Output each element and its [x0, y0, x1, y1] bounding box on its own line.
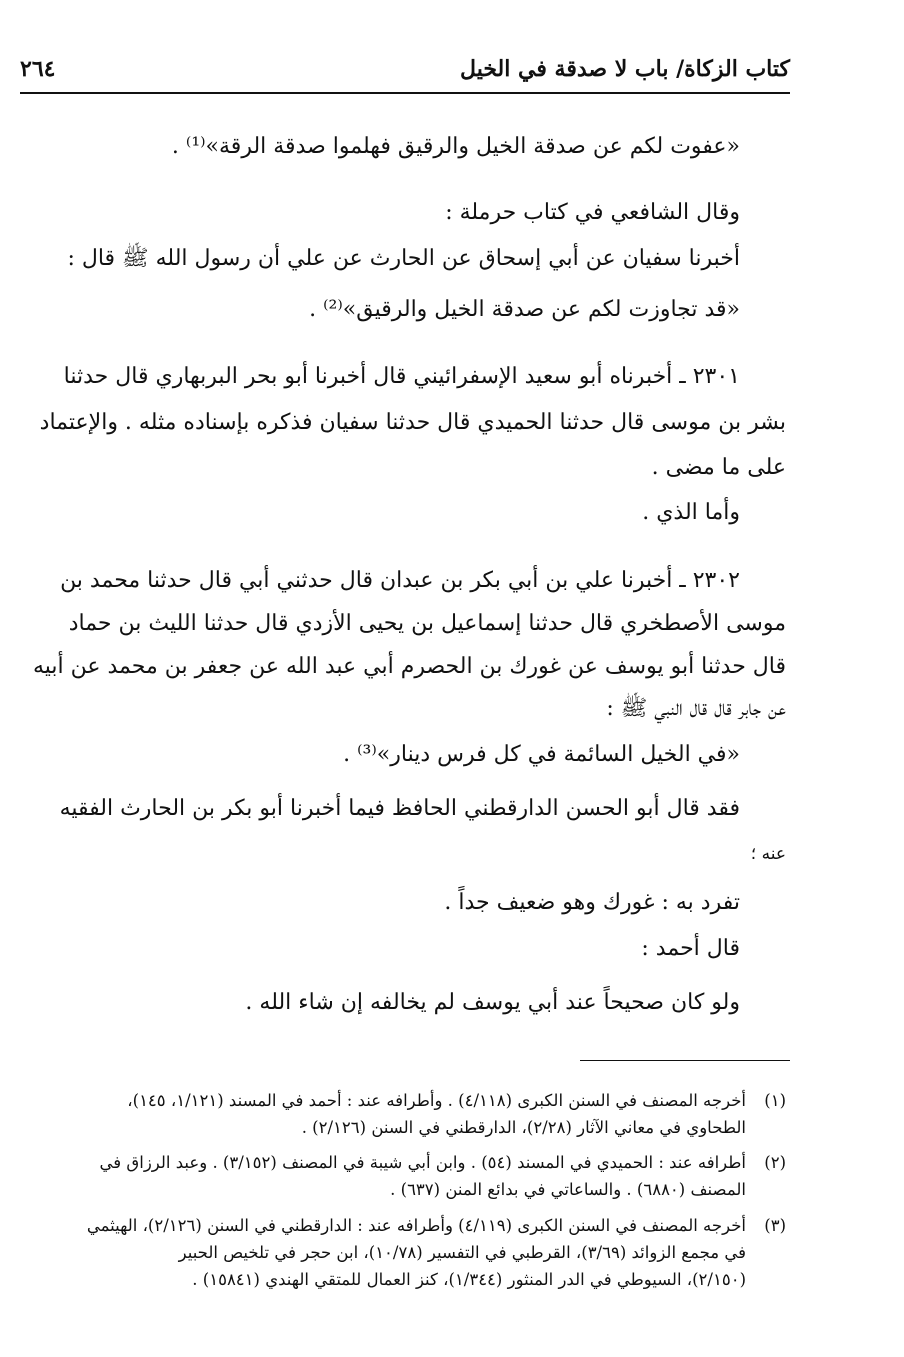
footnote-line: أخرجه المصنف في السنن الكبرى (٤/١١٨) . وأطرافه عند : أحمد في المسند (١/١٢١، ١٤٥)،	[127, 1091, 746, 1110]
page-number: ٢٦٤	[20, 56, 56, 82]
footnote-line: أخرجه المصنف في السنن الكبرى (٤/١١٩) وأطرافه عند : الدارقطني في السنن (٢/١٢٦)، الهيثمي	[86, 1216, 746, 1235]
footnote-line: أطرافه عند : الحميدي في المسند (٥٤) . وابن أبي شيبة في المصنف (٣/١٥٢) . وعبد الرزاق في	[99, 1153, 746, 1172]
text-line: عنه ؛	[750, 844, 786, 864]
text-line: أخبرنا سفيان عن أبي إسحاق عن الحارث عن علي أن رسول الله ﷺ قال :	[67, 246, 740, 271]
footnote-1	[24, 1088, 786, 1144]
footnote-number: (١)	[764, 1091, 786, 1110]
chapter-title: كتاب الزكاة/ باب لا صدقة في الخيل	[460, 56, 790, 82]
text-line: على ما مضى .	[651, 455, 786, 480]
hadith-2301-line: ٢٣٠١ ـ أخبرناه أبو سعيد الإسفرائيني قال أخبرنا أبو بحر البربهاري قال حدثنا	[63, 364, 740, 389]
text-line: قال حدثنا أبو يوسف عن غورك بن الحصرم أبي عبد الله عن جعفر بن محمد عن أبيه	[32, 654, 786, 679]
footnote-2	[24, 1150, 786, 1206]
hadith-2302-line: ٢٣٠٢ ـ أخبرنا علي بن أبي بكر بن عبدان قال حدثني أبي قال حدثنا محمد بن	[60, 568, 740, 593]
footnote-line: (٢/١٥٠)، السيوطي في الدر المنثور (١/٣٤٤)، كنز العمال للمتقي الهندي (١٥٨٤١) .	[192, 1270, 746, 1289]
footnote-number: (٣)	[764, 1216, 786, 1235]
footnote-line: المصنف (٦٨٨٠) . والساعاتي في بدائع المنن (٦٣٧) .	[390, 1180, 746, 1199]
footnote-3	[24, 1213, 786, 1299]
text-line: وقال الشافعي في كتاب حرملة :	[445, 200, 740, 225]
text-line: «قد تجاوزت لكم عن صدقة الخيل والرقيق»⁽²⁾ .	[309, 297, 740, 322]
footnote-line: الطحاوي في معاني الآثار (٢/٢٨)، الدارقطني في السنن (٢/١٢٦) .	[301, 1118, 746, 1137]
text-line: موسى الأصطخري قال حدثنا إسماعيل بن يحيى الأزدي قال حدثنا الليث بن حماد	[68, 611, 786, 636]
footnote-separator	[580, 1060, 790, 1061]
text-line: فقد قال أبو الحسن الدارقطني الحافظ فيما أخبرنا أبو بكر بن الحارث الفقيه	[59, 796, 740, 821]
text-line: «في الخيل السائمة في كل فرس دينار»⁽³⁾ .	[343, 742, 740, 767]
text-line: عن جابر قال قال النبي ﷺ :	[606, 696, 786, 721]
text-line: وأما الذي .	[642, 500, 740, 525]
text-line: بشر بن موسى قال حدثنا الحميدي قال حدثنا سفيان فذكره بإسناده مثله . والإعتماد	[39, 410, 786, 435]
footnote-number: (٢)	[764, 1153, 786, 1172]
text-line: قال أحمد :	[641, 936, 740, 961]
main-text	[24, 0, 786, 1040]
footnote-line: في مجمع الزوائد (٣/٦٩)، القرطبي في التفسير (١٠/٧٨)، ابن حجر في تلخيص الحبير	[178, 1243, 746, 1262]
text-line: «عفوت لكم عن صدقة الخيل والرقيق فهلموا صدقة الرقة»⁽¹⁾ .	[171, 134, 740, 159]
text-line: ولو كان صحيحاً عند أبي يوسف لم يخالفه إن شاء الله .	[245, 990, 740, 1015]
text-line: تفرد به : غورك وهو ضعيف جداً .	[444, 890, 740, 915]
